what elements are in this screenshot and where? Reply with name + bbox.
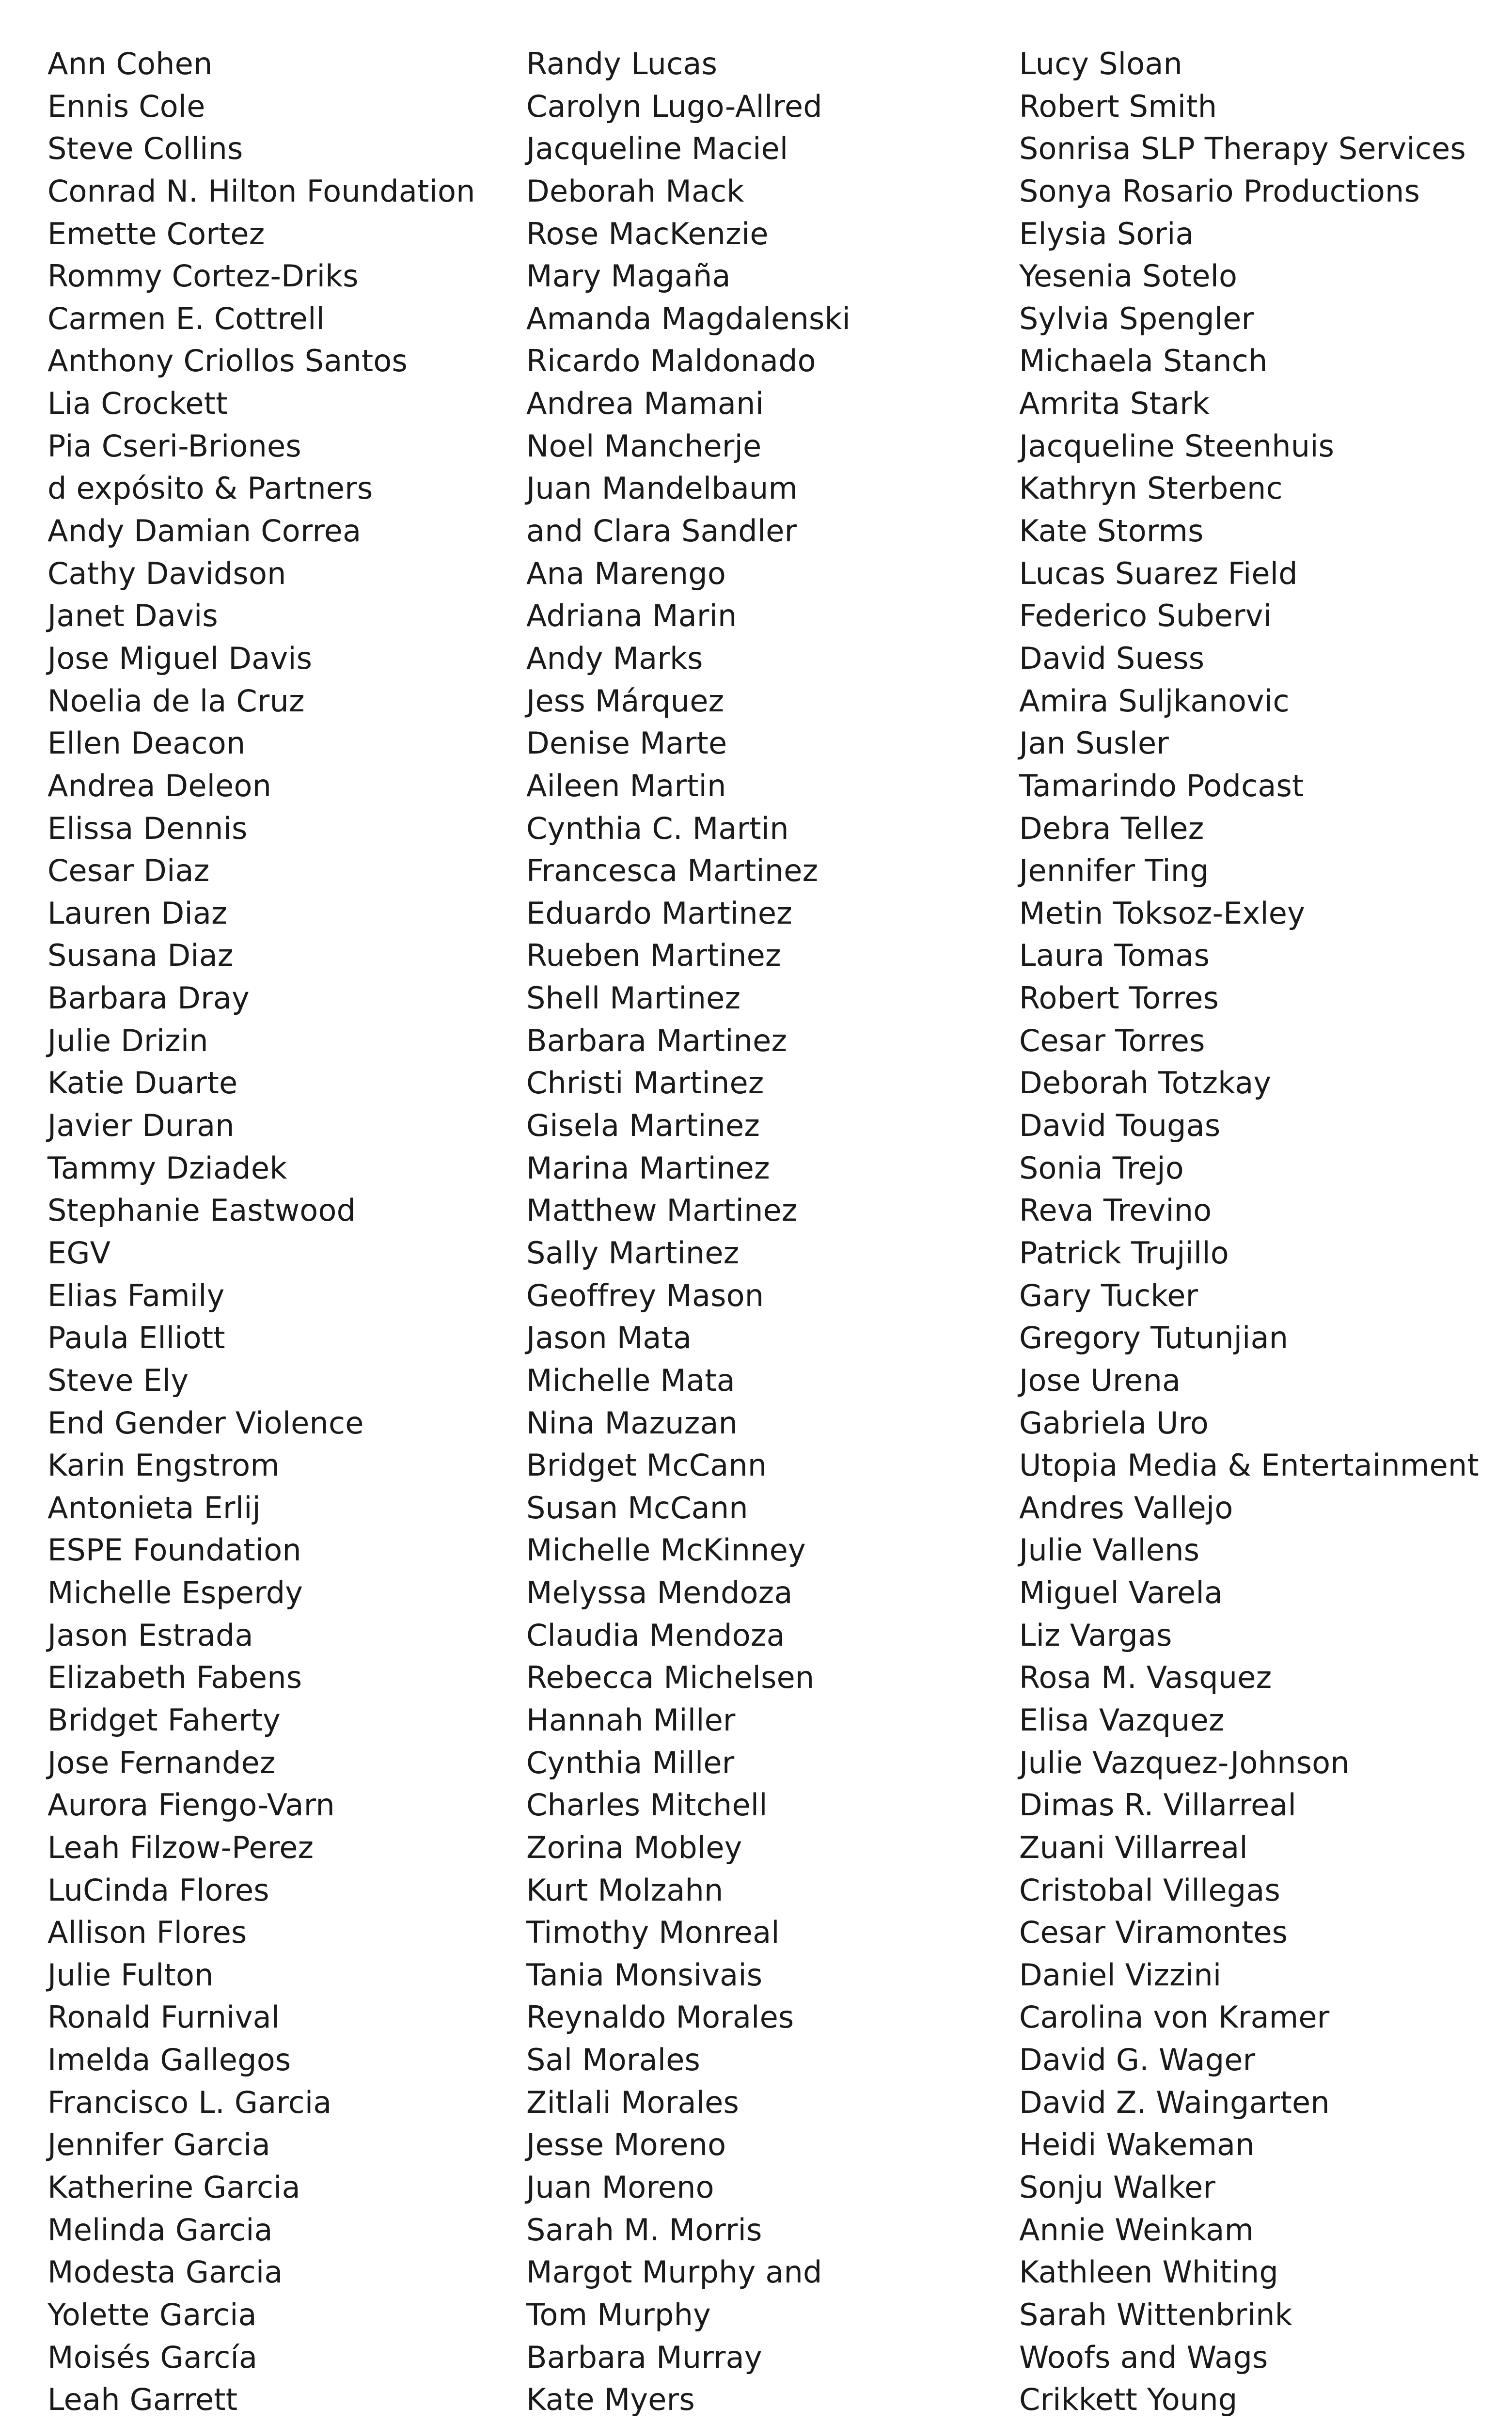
donor-name: Gregory Tutunjian bbox=[1019, 1320, 1289, 1356]
donor-name: Julie Vazquez-Johnson bbox=[1019, 1745, 1350, 1780]
donor-name: Reynaldo Morales bbox=[526, 1999, 794, 2035]
donor-name: Andrea Deleon bbox=[47, 768, 272, 803]
donor-name: Michaela Stanch bbox=[1019, 343, 1268, 379]
donor-name: Ennis Cole bbox=[47, 88, 205, 124]
donor-name: Bridget McCann bbox=[526, 1448, 767, 1483]
donor-name: Michelle McKinney bbox=[526, 1532, 806, 1568]
donor-name: Pia Cseri-Briones bbox=[47, 428, 301, 464]
donor-name: Allison Flores bbox=[47, 1915, 247, 1951]
donor-name: Zitlali Morales bbox=[526, 2084, 739, 2120]
donor-name: Melinda Garcia bbox=[47, 2212, 273, 2248]
donor-name: Moisés García bbox=[47, 2339, 258, 2375]
donor-name: Jennifer Garcia bbox=[47, 2127, 270, 2163]
donor-name: Debra Tellez bbox=[1019, 810, 1204, 846]
donor-name: Nina Mazuzan bbox=[526, 1405, 738, 1441]
donor-name: Charles Mitchell bbox=[526, 1787, 768, 1823]
donor-name: Anthony Criollos Santos bbox=[47, 343, 408, 379]
donor-name: Deborah Mack bbox=[526, 173, 744, 209]
donor-name: Bridget Faherty bbox=[47, 1702, 281, 1738]
donor-name: Juan Mandelbaum bbox=[526, 471, 798, 506]
donor-name: Noelia de la Cruz bbox=[47, 683, 305, 719]
donor-name: Hannah Miller bbox=[526, 1702, 736, 1738]
donor-name: Ellen Deacon bbox=[47, 725, 246, 761]
donor-name: Sal Morales bbox=[526, 2042, 701, 2078]
donor-name: Christi Martinez bbox=[526, 1065, 764, 1101]
donor-name: Sonrisa SLP Therapy Services bbox=[1019, 131, 1466, 167]
donor-name: Melyssa Mendoza bbox=[526, 1575, 793, 1611]
donor-name: Randy Lucas bbox=[526, 46, 718, 81]
donor-name: Sarah Wittenbrink bbox=[1019, 2297, 1292, 2332]
donor-name: Barbara Dray bbox=[47, 980, 250, 1016]
donor-name: Cesar Torres bbox=[1019, 1023, 1205, 1058]
donor-name: Utopia Media & Entertainment bbox=[1019, 1448, 1479, 1483]
donor-name: Zuani Villarreal bbox=[1019, 1829, 1248, 1865]
donor-name: Jose Urena bbox=[1019, 1362, 1181, 1398]
donor-name: Sonju Walker bbox=[1019, 2170, 1216, 2205]
donor-name: Carolyn Lugo-Allred bbox=[526, 88, 822, 124]
donor-name: Kathryn Sterbenc bbox=[1019, 471, 1283, 506]
donor-name: Jacqueline Steenhuis bbox=[1019, 428, 1335, 464]
donor-name bbox=[1019, 2421, 1479, 2423]
donor-name: Katherine Garcia bbox=[47, 2170, 300, 2205]
names-column-3 bbox=[1019, 43, 1479, 2423]
donor-name: Jess Márquez bbox=[526, 683, 724, 719]
names-column-2 bbox=[526, 43, 850, 2423]
donor-name: Rueben Martinez bbox=[526, 938, 781, 974]
donor-name: Aurora Fiengo-Varn bbox=[47, 1787, 335, 1823]
donor-name: LuCinda Flores bbox=[47, 1872, 269, 1908]
donor-name: Jan Susler bbox=[1019, 725, 1169, 761]
donor-name: Heidi Wakeman bbox=[1019, 2127, 1255, 2163]
donor-name: Sally Martinez bbox=[526, 1235, 740, 1271]
donor-name: Miguel Varela bbox=[1019, 1575, 1223, 1611]
donor-name: Paula Elliott bbox=[47, 1320, 225, 1356]
donor-name: Ricardo Maldonado bbox=[526, 343, 816, 379]
donor-name: Elysia Soria bbox=[1019, 216, 1194, 252]
donor-name: Claudia Mendoza bbox=[526, 1617, 785, 1653]
donor-name: Susana Diaz bbox=[47, 938, 234, 974]
donor-name: Janet Davis bbox=[47, 598, 218, 634]
donor-name: Metin Toksoz-Exley bbox=[1019, 895, 1306, 931]
donor-name: David Suess bbox=[1019, 640, 1205, 676]
donor-name: Dimas R. Villarreal bbox=[1019, 1787, 1297, 1823]
donor-name: Katie Duarte bbox=[47, 1065, 238, 1101]
donor-name: Carolina von Kramer bbox=[1019, 1999, 1330, 2035]
names-column-1 bbox=[47, 43, 475, 2423]
donor-name: Amrita Stark bbox=[1019, 386, 1210, 422]
donor-name: Gary Tucker bbox=[1019, 1277, 1198, 1313]
donor-name: Timothy Monreal bbox=[526, 1915, 780, 1951]
donor-name: Aileen Martin bbox=[526, 768, 726, 803]
donor-name: Elisa Vazquez bbox=[1019, 1702, 1225, 1738]
donor-name: Elias Family bbox=[47, 1277, 225, 1313]
donor-name: Barbara Murray bbox=[526, 2339, 762, 2375]
donor-name: Gisela Martinez bbox=[526, 1108, 760, 1144]
donor-name: David Tougas bbox=[1019, 1108, 1221, 1144]
donor-name: Noel Mancherje bbox=[526, 428, 762, 464]
donor-name: Tania Monsivais bbox=[526, 1957, 763, 1993]
donor-name: Annie Weinkam bbox=[1019, 2212, 1254, 2248]
donor-name: EGV bbox=[47, 1235, 111, 1271]
donor-name: Susan McCann bbox=[526, 1490, 748, 1526]
donor-name: d expósito & Partners bbox=[47, 471, 373, 506]
donor-name: Jason Estrada bbox=[47, 1617, 253, 1653]
donor-name: Steve Collins bbox=[47, 131, 243, 167]
donor-name: Federico Subervi bbox=[1019, 598, 1272, 634]
donor-name: Steve Ely bbox=[47, 1362, 189, 1398]
donor-name: Patrick Trujillo bbox=[1019, 1235, 1229, 1271]
donor-name: Zorina Mobley bbox=[526, 1829, 742, 1865]
donor-name: Andy Damian Correa bbox=[47, 513, 362, 549]
donor-name bbox=[47, 2421, 475, 2423]
donor-name: Lia Crockett bbox=[47, 386, 228, 422]
donor-name: Jason Mata bbox=[526, 1320, 692, 1356]
donor-name: Emette Cortez bbox=[47, 216, 265, 252]
donor-name: Ronald Furnival bbox=[47, 1999, 280, 2035]
donor-name: Mary Magaña bbox=[526, 258, 731, 294]
donor-name: Antonieta Erlij bbox=[47, 1490, 261, 1526]
donor-name: Deborah Totzkay bbox=[1019, 1065, 1272, 1101]
donor-name: David G. Wager bbox=[1019, 2042, 1256, 2078]
donor-name: Francesca Martinez bbox=[526, 853, 819, 889]
donor-name: Marina Martinez bbox=[526, 1150, 770, 1186]
donor-name: Rommy Cortez-Driks bbox=[47, 258, 359, 294]
donor-name: Geoffrey Mason bbox=[526, 1277, 764, 1313]
donor-name: Ana Marengo bbox=[526, 555, 726, 591]
donor-name: Shell Martinez bbox=[526, 980, 741, 1016]
donor-name: Sonia Trejo bbox=[1019, 1150, 1184, 1186]
donor-name: Leah Garrett bbox=[47, 2382, 238, 2418]
donor-name: Sylvia Spengler bbox=[1019, 300, 1254, 336]
donor-name: Michelle Mata bbox=[526, 1362, 735, 1398]
donor-name: Julie Drizin bbox=[47, 1023, 208, 1058]
donor-name: Andrea Mamani bbox=[526, 386, 764, 422]
donor-name: Rosa M. Vasquez bbox=[1019, 1660, 1272, 1696]
donor-name: Yesenia Sotelo bbox=[1019, 258, 1238, 294]
donor-name: Modesta Garcia bbox=[47, 2254, 283, 2290]
donor-name: ESPE Foundation bbox=[47, 1532, 301, 1568]
donor-name: Jennifer Ting bbox=[1019, 853, 1209, 889]
donor-name: Kate Storms bbox=[1019, 513, 1204, 549]
donor-name: Elizabeth Fabens bbox=[47, 1660, 302, 1696]
donor-name: Denise Marte bbox=[526, 725, 727, 761]
donor-name: Laura Tomas bbox=[1019, 938, 1210, 974]
donor-name: Julie Vallens bbox=[1019, 1532, 1200, 1568]
donor-name: Cynthia Miller bbox=[526, 1745, 735, 1780]
donor-name: Tom Murphy bbox=[526, 2297, 711, 2332]
donor-name: Cynthia C. Martin bbox=[526, 810, 789, 846]
donor-name: Reva Trevino bbox=[1019, 1193, 1212, 1228]
donor-name: Lauren Diaz bbox=[47, 895, 227, 931]
donor-name: Sonya Rosario Productions bbox=[1019, 173, 1420, 209]
donor-name: Kathleen Whiting bbox=[1019, 2254, 1278, 2290]
donor-name: Jacqueline Maciel bbox=[526, 131, 788, 167]
donor-name: Stephanie Eastwood bbox=[47, 1193, 356, 1228]
donor-name: Julie Fulton bbox=[47, 1957, 214, 1993]
donor-name: Conrad N. Hilton Foundation bbox=[47, 173, 475, 209]
donor-name: Karin Engstrom bbox=[47, 1448, 280, 1483]
donor-name: Sarah M. Morris bbox=[526, 2212, 762, 2248]
donor-name: Carmen E. Cottrell bbox=[47, 300, 325, 336]
donor-name: Tamarindo Podcast bbox=[1019, 768, 1304, 803]
donor-name: Margot Murphy and bbox=[526, 2254, 822, 2290]
donor-name: Ann Cohen bbox=[47, 46, 213, 81]
donor-name: Jose Miguel Davis bbox=[47, 640, 313, 676]
donor-name: Liz Vargas bbox=[1019, 1617, 1172, 1653]
donor-name: Robert Smith bbox=[1019, 88, 1217, 124]
donor-name bbox=[526, 2421, 850, 2423]
donor-name: Crikkett Young bbox=[1019, 2382, 1238, 2418]
donor-name: Francisco L. Garcia bbox=[47, 2084, 332, 2120]
donor-name: Cesar Viramontes bbox=[1019, 1915, 1288, 1951]
donor-name: Kate Myers bbox=[526, 2382, 695, 2418]
donor-name: Lucy Sloan bbox=[1019, 46, 1183, 81]
donor-name: Michelle Esperdy bbox=[47, 1575, 303, 1611]
donor-name: End Gender Violence bbox=[47, 1405, 364, 1441]
donor-name: Kurt Molzahn bbox=[526, 1872, 724, 1908]
donor-name: Jesse Moreno bbox=[526, 2127, 726, 2163]
donor-name: Leah Filzow-Perez bbox=[47, 1829, 314, 1865]
donor-name: David Z. Waingarten bbox=[1019, 2084, 1330, 2120]
donor-name: Barbara Martinez bbox=[526, 1023, 788, 1058]
donor-name: Amanda Magdalenski bbox=[526, 300, 851, 336]
donor-name: Eduardo Martinez bbox=[526, 895, 792, 931]
donor-name: Robert Torres bbox=[1019, 980, 1219, 1016]
donor-name: Imelda Gallegos bbox=[47, 2042, 291, 2078]
donor-name: Cristobal Villegas bbox=[1019, 1872, 1280, 1908]
donor-name: Adriana Marin bbox=[526, 598, 737, 634]
donor-name: Woofs and Wags bbox=[1019, 2339, 1268, 2375]
donor-name: Lucas Suarez Field bbox=[1019, 555, 1298, 591]
donor-name: Andy Marks bbox=[526, 640, 703, 676]
donor-name: Rose MacKenzie bbox=[526, 216, 769, 252]
donor-name: Cathy Davidson bbox=[47, 555, 286, 591]
donor-name: Tammy Dziadek bbox=[47, 1150, 287, 1186]
donor-name: Rebecca Michelsen bbox=[526, 1660, 815, 1696]
donor-name: Cesar Diaz bbox=[47, 853, 210, 889]
donor-name: Amira Suljkanovic bbox=[1019, 683, 1290, 719]
donor-name: Yolette Garcia bbox=[47, 2297, 257, 2332]
donor-name: Elissa Dennis bbox=[47, 810, 248, 846]
donor-name: Daniel Vizzini bbox=[1019, 1957, 1222, 1993]
donor-name: Matthew Martinez bbox=[526, 1193, 798, 1228]
donor-name: Andres Vallejo bbox=[1019, 1490, 1233, 1526]
donor-name: Gabriela Uro bbox=[1019, 1405, 1209, 1441]
donor-name: Javier Duran bbox=[47, 1108, 235, 1144]
donor-name: Juan Moreno bbox=[526, 2170, 714, 2205]
donor-name: Jose Fernandez bbox=[47, 1745, 276, 1780]
donor-name: and Clara Sandler bbox=[526, 513, 797, 549]
